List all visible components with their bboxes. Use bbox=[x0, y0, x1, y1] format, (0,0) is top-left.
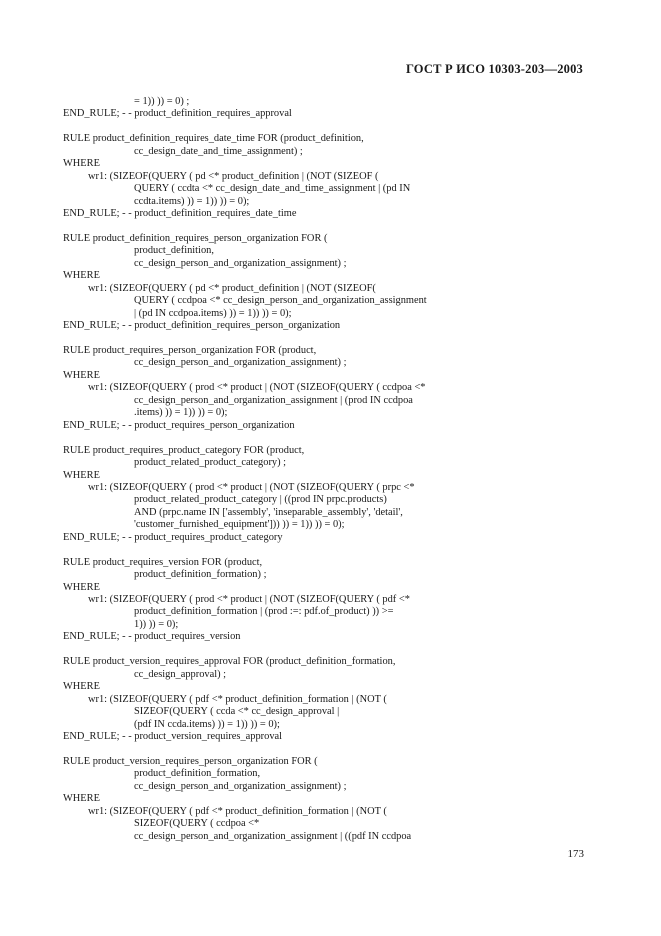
code-line: product_definition_formation) ; bbox=[134, 569, 267, 581]
code-line: WHERE bbox=[63, 793, 100, 805]
code-line: product_definition, bbox=[134, 245, 214, 257]
code-line: 1)) )) = 0); bbox=[134, 618, 179, 630]
code-line: WHERE bbox=[63, 469, 100, 481]
code-line: WHERE bbox=[63, 581, 100, 593]
code-line: END_RULE; - - product_definition_requires_person_organization bbox=[63, 320, 341, 332]
code-line: wr1: (SIZEOF(QUERY ( pdf <* product_definition_formation | (NOT ( bbox=[88, 805, 387, 817]
code-line: cc_design_person_and_organization_assignment | ((pdf IN ccdpoa bbox=[134, 830, 412, 842]
code-line: cc_design_person_and_organization_assignment) ; bbox=[134, 257, 347, 269]
code-line: WHERE bbox=[63, 369, 100, 381]
code-line: RULE product_definition_requires_person_organization FOR ( bbox=[63, 232, 328, 244]
code-line: wr1: (SIZEOF(QUERY ( prod <* product | (NOT (SIZEOF(QUERY ( prpc <* bbox=[88, 481, 415, 493]
code-line: = 1)) )) = 0) ; bbox=[134, 96, 190, 107]
code-line: .items) )) = 1)) )) = 0); bbox=[134, 407, 228, 419]
code-line: 'customer_furnished_equipment'])) )) = 1)) )) = 0); bbox=[134, 519, 345, 531]
code-line: product_definition_formation | (prod :=: pdf.of_product) )) >= bbox=[134, 606, 394, 618]
code-line: AND (prpc.name IN ['assembly', 'inseparable_assembly', 'detail', bbox=[134, 506, 403, 518]
code-line: END_RULE; - - product_requires_person_organization bbox=[63, 419, 295, 431]
code-line: cc_design_date_and_time_assignment) ; bbox=[134, 145, 303, 157]
code-line: RULE product_version_requires_approval FOR (product_definition_formation, bbox=[63, 656, 396, 668]
code-line: END_RULE; - - product_requires_product_category bbox=[63, 531, 283, 543]
code-line: RULE product_requires_version FOR (product, bbox=[63, 556, 263, 568]
code-line: wr1: (SIZEOF(QUERY ( prod <* product | (NOT (SIZEOF(QUERY ( pdf <* bbox=[88, 594, 410, 605]
code-line: SIZEOF(QUERY ( ccdpoa <* bbox=[134, 818, 260, 830]
code-line: WHERE bbox=[63, 158, 100, 170]
page-number: 173 bbox=[567, 848, 584, 860]
code-line: ccdta.items) )) = 1)) )) = 0); bbox=[134, 195, 250, 207]
code-line: RULE product_requires_person_organization FOR (product, bbox=[63, 345, 317, 356]
code-line: QUERY ( ccdta <* cc_design_date_and_time_assignment | (pd IN bbox=[134, 183, 411, 195]
code-line: product_definition_formation, bbox=[134, 768, 261, 780]
code-line: cc_design_person_and_organization_assignment) ; bbox=[134, 357, 347, 369]
code-line: product_related_product_category) ; bbox=[134, 457, 287, 469]
code-line: WHERE bbox=[63, 681, 100, 693]
code-line: wr1: (SIZEOF(QUERY ( pdf <* product_definition_formation | (NOT ( bbox=[88, 693, 387, 705]
code-line: END_RULE; - - product_definition_requires_date_time bbox=[63, 208, 297, 220]
code-line: wr1: (SIZEOF(QUERY ( prod <* product | (NOT (SIZEOF(QUERY ( ccdpoa <* bbox=[88, 382, 426, 394]
code-line: cc_design_person_and_organization_assignment | (prod IN ccdpoa bbox=[134, 394, 413, 406]
code-line: wr1: (SIZEOF(QUERY ( pd <* product_definition | (NOT (SIZEOF ( bbox=[88, 170, 379, 182]
code-line: RULE product_definition_requires_date_time FOR (product_definition, bbox=[63, 133, 364, 145]
code-line: RULE product_version_requires_person_organization FOR ( bbox=[63, 755, 318, 767]
code-line: END_RULE; - - product_definition_requires_approval bbox=[63, 108, 292, 120]
code-line: END_RULE; - - product_version_requires_approval bbox=[63, 730, 283, 742]
code-line: cc_design_approval) ; bbox=[134, 668, 227, 680]
code-line: | (pd IN ccdpoa.items) )) = 1)) )) = 0); bbox=[134, 307, 292, 319]
code-line: QUERY ( ccdpoa <* cc_design_person_and_organization_assignment bbox=[134, 295, 427, 307]
document-header: ГОСТ Р ИСО 10303-203—2003 bbox=[405, 62, 583, 76]
code-line: wr1: (SIZEOF(QUERY ( pd <* product_definition | (NOT (SIZEOF( bbox=[88, 282, 376, 294]
code-line: RULE product_requires_product_category FOR (product, bbox=[63, 444, 305, 456]
code-line: WHERE bbox=[63, 270, 100, 282]
code-line: cc_design_person_and_organization_assignment) ; bbox=[134, 780, 347, 792]
code-line: END_RULE; - - product_requires_version bbox=[63, 631, 241, 643]
code-line: product_related_product_category | ((prod IN prpc.products) bbox=[134, 494, 387, 506]
code-line: (pdf IN ccda.items) )) = 1)) )) = 0); bbox=[134, 718, 280, 730]
code-line: SIZEOF(QUERY ( ccda <* cc_design_approval | bbox=[134, 706, 340, 718]
